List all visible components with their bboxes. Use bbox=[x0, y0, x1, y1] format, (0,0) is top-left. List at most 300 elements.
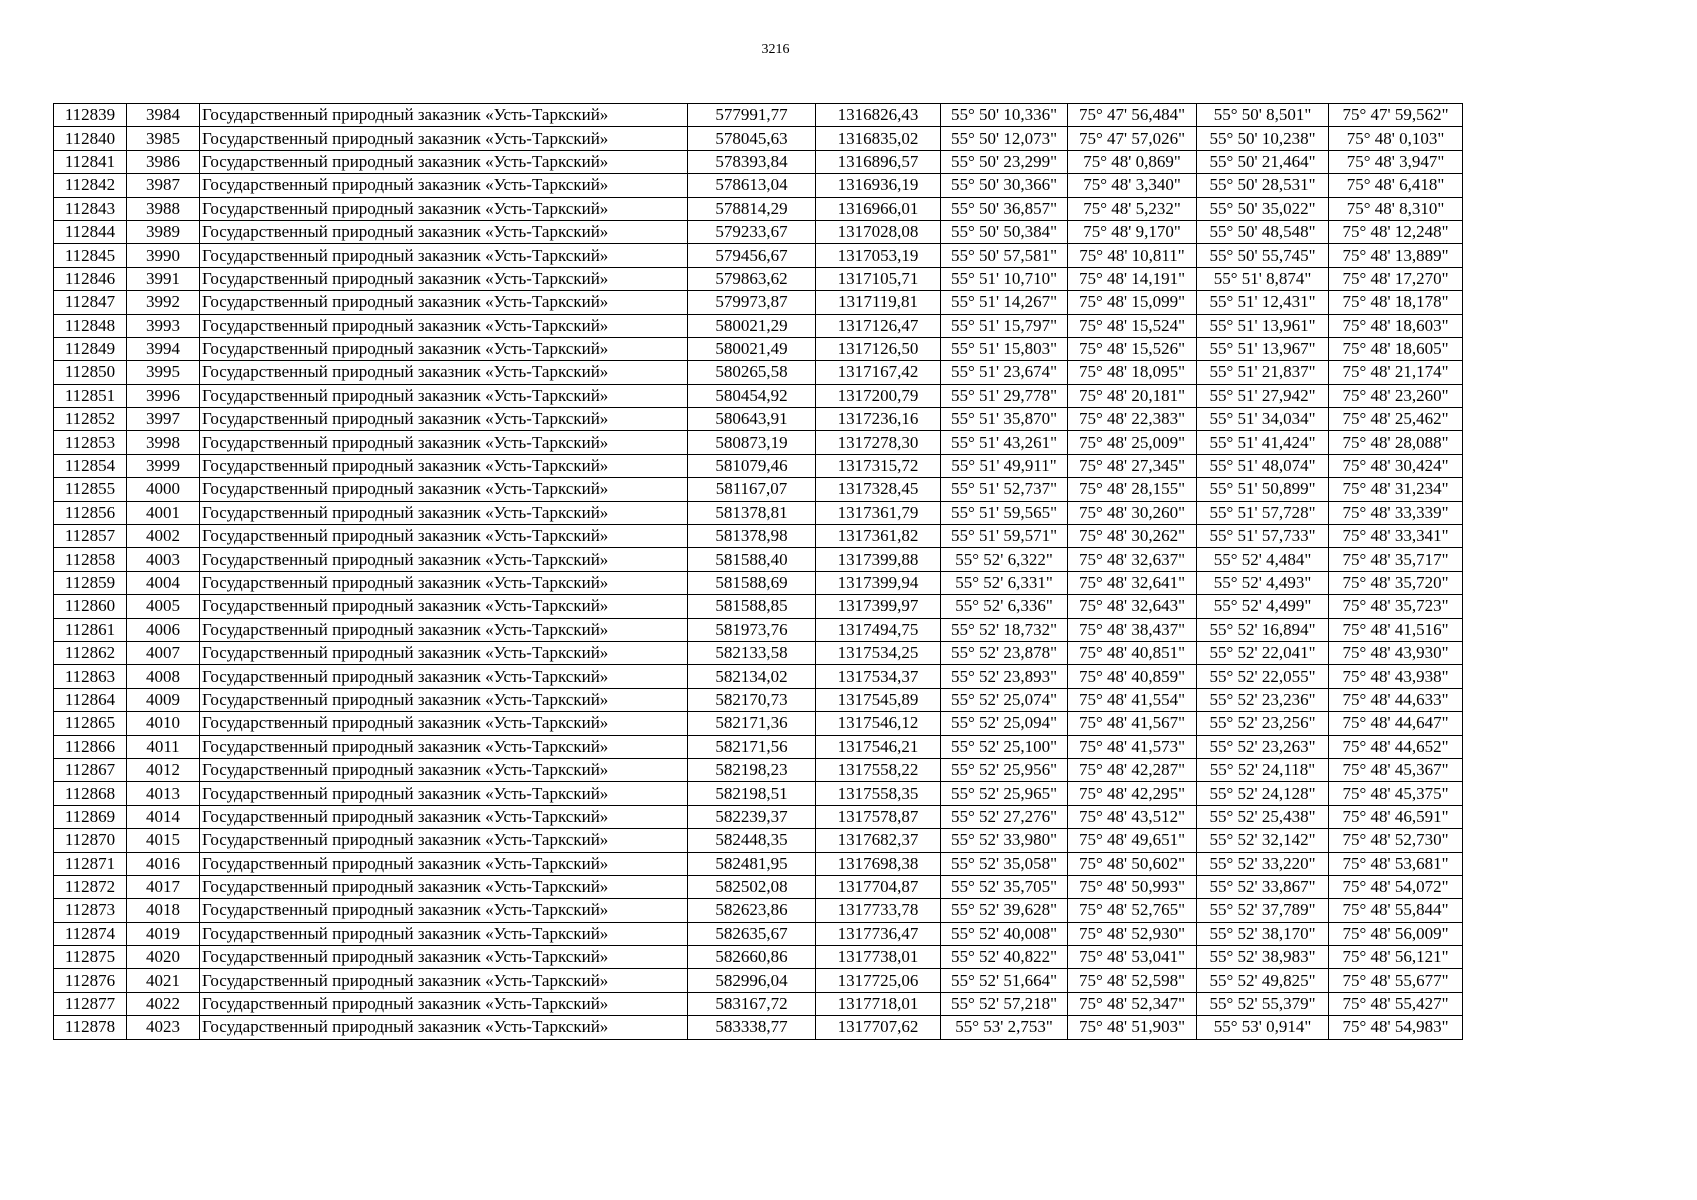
table-row bbox=[54, 431, 1463, 454]
longitude-cell: 75° 48' 50,602" bbox=[1068, 852, 1197, 875]
x-coordinate-cell: 579233,67 bbox=[688, 220, 816, 243]
point-number-cell: 4018 bbox=[127, 899, 200, 922]
latitude-cell: 55° 50' 57,581" bbox=[941, 244, 1068, 267]
table-row bbox=[54, 454, 1463, 477]
table-row bbox=[54, 150, 1463, 173]
latitude-cell: 55° 51' 10,710" bbox=[941, 267, 1068, 290]
point-number-cell: 4013 bbox=[127, 782, 200, 805]
point-number-cell: 4005 bbox=[127, 595, 200, 618]
object-name-cell: Государственный природный заказник «Усть-Таркский» bbox=[200, 618, 688, 641]
y-coordinate-cell: 1317707,62 bbox=[816, 1016, 941, 1039]
longitude-alt-cell: 75° 47' 59,562" bbox=[1329, 104, 1463, 127]
table-row bbox=[54, 548, 1463, 571]
row-id-cell: 112846 bbox=[54, 267, 127, 290]
table-row bbox=[54, 805, 1463, 828]
table-row bbox=[54, 337, 1463, 360]
object-name-cell: Государственный природный заказник «Усть-Таркский» bbox=[200, 501, 688, 524]
row-id-cell: 112849 bbox=[54, 337, 127, 360]
table-row bbox=[54, 478, 1463, 501]
row-id-cell: 112866 bbox=[54, 735, 127, 758]
x-coordinate-cell: 578045,63 bbox=[688, 127, 816, 150]
table-row bbox=[54, 571, 1463, 594]
coordinates-table bbox=[53, 103, 1463, 1040]
x-coordinate-cell: 579863,62 bbox=[688, 267, 816, 290]
longitude-cell: 75° 48' 40,859" bbox=[1068, 665, 1197, 688]
latitude-cell: 55° 50' 36,857" bbox=[941, 197, 1068, 220]
longitude-alt-cell: 75° 48' 23,260" bbox=[1329, 384, 1463, 407]
longitude-cell: 75° 48' 53,041" bbox=[1068, 946, 1197, 969]
object-name-cell: Государственный природный заказник «Усть-Таркский» bbox=[200, 969, 688, 992]
x-coordinate-cell: 578814,29 bbox=[688, 197, 816, 220]
longitude-alt-cell: 75° 48' 55,427" bbox=[1329, 992, 1463, 1015]
latitude-cell: 55° 52' 23,893" bbox=[941, 665, 1068, 688]
row-id-cell: 112839 bbox=[54, 104, 127, 127]
latitude-alt-cell: 55° 52' 38,983" bbox=[1197, 946, 1329, 969]
row-id-cell: 112864 bbox=[54, 688, 127, 711]
longitude-cell: 75° 48' 30,260" bbox=[1068, 501, 1197, 524]
point-number-cell: 4008 bbox=[127, 665, 200, 688]
table-row bbox=[54, 361, 1463, 384]
latitude-cell: 55° 53' 2,753" bbox=[941, 1016, 1068, 1039]
latitude-cell: 55° 51' 52,737" bbox=[941, 478, 1068, 501]
longitude-cell: 75° 48' 14,191" bbox=[1068, 267, 1197, 290]
x-coordinate-cell: 582635,67 bbox=[688, 922, 816, 945]
y-coordinate-cell: 1317738,01 bbox=[816, 946, 941, 969]
table-row bbox=[54, 104, 1463, 127]
point-number-cell: 4002 bbox=[127, 525, 200, 548]
y-coordinate-cell: 1317534,37 bbox=[816, 665, 941, 688]
table-row bbox=[54, 969, 1463, 992]
y-coordinate-cell: 1317119,81 bbox=[816, 291, 941, 314]
point-number-cell: 4006 bbox=[127, 618, 200, 641]
y-coordinate-cell: 1317236,16 bbox=[816, 408, 941, 431]
latitude-cell: 55° 52' 39,628" bbox=[941, 899, 1068, 922]
latitude-cell: 55° 52' 35,705" bbox=[941, 875, 1068, 898]
y-coordinate-cell: 1316826,43 bbox=[816, 104, 941, 127]
point-number-cell: 3985 bbox=[127, 127, 200, 150]
point-number-cell: 4000 bbox=[127, 478, 200, 501]
row-id-cell: 112842 bbox=[54, 174, 127, 197]
latitude-cell: 55° 51' 43,261" bbox=[941, 431, 1068, 454]
longitude-cell: 75° 48' 18,095" bbox=[1068, 361, 1197, 384]
latitude-alt-cell: 55° 51' 27,942" bbox=[1197, 384, 1329, 407]
longitude-cell: 75° 48' 42,295" bbox=[1068, 782, 1197, 805]
point-number-cell: 3997 bbox=[127, 408, 200, 431]
longitude-cell: 75° 48' 22,383" bbox=[1068, 408, 1197, 431]
x-coordinate-cell: 581973,76 bbox=[688, 618, 816, 641]
latitude-alt-cell: 55° 52' 23,263" bbox=[1197, 735, 1329, 758]
longitude-cell: 75° 48' 43,512" bbox=[1068, 805, 1197, 828]
row-id-cell: 112867 bbox=[54, 758, 127, 781]
longitude-alt-cell: 75° 48' 35,723" bbox=[1329, 595, 1463, 618]
y-coordinate-cell: 1316966,01 bbox=[816, 197, 941, 220]
latitude-alt-cell: 55° 51' 12,431" bbox=[1197, 291, 1329, 314]
y-coordinate-cell: 1317578,87 bbox=[816, 805, 941, 828]
latitude-alt-cell: 55° 52' 22,041" bbox=[1197, 641, 1329, 664]
row-id-cell: 112855 bbox=[54, 478, 127, 501]
longitude-cell: 75° 47' 57,026" bbox=[1068, 127, 1197, 150]
longitude-cell: 75° 48' 40,851" bbox=[1068, 641, 1197, 664]
y-coordinate-cell: 1316936,19 bbox=[816, 174, 941, 197]
y-coordinate-cell: 1317558,35 bbox=[816, 782, 941, 805]
latitude-alt-cell: 55° 51' 8,874" bbox=[1197, 267, 1329, 290]
row-id-cell: 112878 bbox=[54, 1016, 127, 1039]
latitude-cell: 55° 52' 57,218" bbox=[941, 992, 1068, 1015]
y-coordinate-cell: 1317105,71 bbox=[816, 267, 941, 290]
longitude-cell: 75° 48' 32,641" bbox=[1068, 571, 1197, 594]
point-number-cell: 3984 bbox=[127, 104, 200, 127]
object-name-cell: Государственный природный заказник «Усть-Таркский» bbox=[200, 408, 688, 431]
y-coordinate-cell: 1317126,50 bbox=[816, 337, 941, 360]
table-row bbox=[54, 712, 1463, 735]
y-coordinate-cell: 1317053,19 bbox=[816, 244, 941, 267]
table-body bbox=[54, 104, 1463, 1040]
point-number-cell: 4015 bbox=[127, 829, 200, 852]
latitude-cell: 55° 51' 15,797" bbox=[941, 314, 1068, 337]
latitude-alt-cell: 55° 51' 13,961" bbox=[1197, 314, 1329, 337]
longitude-cell: 75° 48' 49,651" bbox=[1068, 829, 1197, 852]
row-id-cell: 112874 bbox=[54, 922, 127, 945]
longitude-alt-cell: 75° 48' 56,009" bbox=[1329, 922, 1463, 945]
object-name-cell: Государственный природный заказник «Усть-Таркский» bbox=[200, 758, 688, 781]
x-coordinate-cell: 580643,91 bbox=[688, 408, 816, 431]
latitude-cell: 55° 52' 6,322" bbox=[941, 548, 1068, 571]
x-coordinate-cell: 582623,86 bbox=[688, 899, 816, 922]
table-row bbox=[54, 618, 1463, 641]
latitude-alt-cell: 55° 52' 4,499" bbox=[1197, 595, 1329, 618]
x-coordinate-cell: 579456,67 bbox=[688, 244, 816, 267]
object-name-cell: Государственный природный заказник «Усть-Таркский» bbox=[200, 665, 688, 688]
x-coordinate-cell: 582134,02 bbox=[688, 665, 816, 688]
object-name-cell: Государственный природный заказник «Усть-Таркский» bbox=[200, 454, 688, 477]
point-number-cell: 3995 bbox=[127, 361, 200, 384]
latitude-cell: 55° 51' 23,674" bbox=[941, 361, 1068, 384]
point-number-cell: 4007 bbox=[127, 641, 200, 664]
x-coordinate-cell: 580454,92 bbox=[688, 384, 816, 407]
point-number-cell: 3993 bbox=[127, 314, 200, 337]
point-number-cell: 3988 bbox=[127, 197, 200, 220]
longitude-alt-cell: 75° 48' 56,121" bbox=[1329, 946, 1463, 969]
longitude-cell: 75° 48' 50,993" bbox=[1068, 875, 1197, 898]
point-number-cell: 3991 bbox=[127, 267, 200, 290]
row-id-cell: 112872 bbox=[54, 875, 127, 898]
longitude-alt-cell: 75° 48' 13,889" bbox=[1329, 244, 1463, 267]
x-coordinate-cell: 582502,08 bbox=[688, 875, 816, 898]
point-number-cell: 3989 bbox=[127, 220, 200, 243]
longitude-alt-cell: 75° 48' 44,633" bbox=[1329, 688, 1463, 711]
point-number-cell: 4010 bbox=[127, 712, 200, 735]
x-coordinate-cell: 580021,49 bbox=[688, 337, 816, 360]
row-id-cell: 112863 bbox=[54, 665, 127, 688]
longitude-cell: 75° 48' 42,287" bbox=[1068, 758, 1197, 781]
object-name-cell: Государственный природный заказник «Усть-Таркский» bbox=[200, 174, 688, 197]
longitude-cell: 75° 48' 3,340" bbox=[1068, 174, 1197, 197]
x-coordinate-cell: 582171,36 bbox=[688, 712, 816, 735]
latitude-alt-cell: 55° 52' 23,236" bbox=[1197, 688, 1329, 711]
longitude-alt-cell: 75° 48' 21,174" bbox=[1329, 361, 1463, 384]
object-name-cell: Государственный природный заказник «Усть-Таркский» bbox=[200, 431, 688, 454]
object-name-cell: Государственный природный заказник «Усть-Таркский» bbox=[200, 735, 688, 758]
longitude-alt-cell: 75° 48' 35,717" bbox=[1329, 548, 1463, 571]
object-name-cell: Государственный природный заказник «Усть-Таркский» bbox=[200, 805, 688, 828]
table-row bbox=[54, 829, 1463, 852]
point-number-cell: 4017 bbox=[127, 875, 200, 898]
latitude-alt-cell: 55° 51' 48,074" bbox=[1197, 454, 1329, 477]
longitude-alt-cell: 75° 48' 35,720" bbox=[1329, 571, 1463, 594]
latitude-cell: 55° 51' 59,571" bbox=[941, 525, 1068, 548]
table-row bbox=[54, 408, 1463, 431]
y-coordinate-cell: 1317126,47 bbox=[816, 314, 941, 337]
latitude-alt-cell: 55° 51' 34,034" bbox=[1197, 408, 1329, 431]
page-number: 3216 bbox=[761, 42, 790, 57]
longitude-alt-cell: 75° 48' 18,605" bbox=[1329, 337, 1463, 360]
latitude-cell: 55° 52' 33,980" bbox=[941, 829, 1068, 852]
object-name-cell: Государственный природный заказник «Усть-Таркский» bbox=[200, 291, 688, 314]
latitude-cell: 55° 52' 25,094" bbox=[941, 712, 1068, 735]
latitude-alt-cell: 55° 50' 48,548" bbox=[1197, 220, 1329, 243]
table-row bbox=[54, 852, 1463, 875]
row-id-cell: 112870 bbox=[54, 829, 127, 852]
row-id-cell: 112845 bbox=[54, 244, 127, 267]
object-name-cell: Государственный природный заказник «Усть-Таркский» bbox=[200, 852, 688, 875]
x-coordinate-cell: 581588,69 bbox=[688, 571, 816, 594]
latitude-cell: 55° 50' 23,299" bbox=[941, 150, 1068, 173]
table-row bbox=[54, 992, 1463, 1015]
object-name-cell: Государственный природный заказник «Усть-Таркский» bbox=[200, 688, 688, 711]
longitude-alt-cell: 75° 48' 25,462" bbox=[1329, 408, 1463, 431]
table-row bbox=[54, 384, 1463, 407]
point-number-cell: 4011 bbox=[127, 735, 200, 758]
longitude-cell: 75° 48' 9,170" bbox=[1068, 220, 1197, 243]
longitude-cell: 75° 48' 28,155" bbox=[1068, 478, 1197, 501]
longitude-cell: 75° 48' 52,930" bbox=[1068, 922, 1197, 945]
latitude-alt-cell: 55° 52' 4,484" bbox=[1197, 548, 1329, 571]
longitude-cell: 75° 48' 0,869" bbox=[1068, 150, 1197, 173]
point-number-cell: 4020 bbox=[127, 946, 200, 969]
latitude-alt-cell: 55° 51' 13,967" bbox=[1197, 337, 1329, 360]
y-coordinate-cell: 1317278,30 bbox=[816, 431, 941, 454]
row-id-cell: 112868 bbox=[54, 782, 127, 805]
latitude-alt-cell: 55° 52' 16,894" bbox=[1197, 618, 1329, 641]
longitude-alt-cell: 75° 48' 0,103" bbox=[1329, 127, 1463, 150]
table-row bbox=[54, 946, 1463, 969]
longitude-alt-cell: 75° 48' 44,652" bbox=[1329, 735, 1463, 758]
object-name-cell: Государственный природный заказник «Усть-Таркский» bbox=[200, 1016, 688, 1039]
object-name-cell: Государственный природный заказник «Усть-Таркский» bbox=[200, 220, 688, 243]
longitude-alt-cell: 75° 48' 3,947" bbox=[1329, 150, 1463, 173]
longitude-cell: 75° 48' 20,181" bbox=[1068, 384, 1197, 407]
row-id-cell: 112865 bbox=[54, 712, 127, 735]
y-coordinate-cell: 1317545,89 bbox=[816, 688, 941, 711]
point-number-cell: 4004 bbox=[127, 571, 200, 594]
point-number-cell: 4014 bbox=[127, 805, 200, 828]
latitude-cell: 55° 52' 25,965" bbox=[941, 782, 1068, 805]
y-coordinate-cell: 1316835,02 bbox=[816, 127, 941, 150]
latitude-alt-cell: 55° 50' 8,501" bbox=[1197, 104, 1329, 127]
latitude-alt-cell: 55° 52' 33,220" bbox=[1197, 852, 1329, 875]
longitude-cell: 75° 48' 32,637" bbox=[1068, 548, 1197, 571]
object-name-cell: Государственный природный заказник «Усть-Таркский» bbox=[200, 875, 688, 898]
point-number-cell: 3992 bbox=[127, 291, 200, 314]
object-name-cell: Государственный природный заказник «Усть-Таркский» bbox=[200, 478, 688, 501]
longitude-cell: 75° 48' 10,811" bbox=[1068, 244, 1197, 267]
longitude-alt-cell: 75° 48' 55,844" bbox=[1329, 899, 1463, 922]
latitude-alt-cell: 55° 53' 0,914" bbox=[1197, 1016, 1329, 1039]
longitude-alt-cell: 75° 48' 17,270" bbox=[1329, 267, 1463, 290]
latitude-cell: 55° 52' 18,732" bbox=[941, 618, 1068, 641]
latitude-cell: 55° 51' 29,778" bbox=[941, 384, 1068, 407]
object-name-cell: Государственный природный заказник «Усть-Таркский» bbox=[200, 899, 688, 922]
latitude-alt-cell: 55° 50' 28,531" bbox=[1197, 174, 1329, 197]
longitude-alt-cell: 75° 48' 46,591" bbox=[1329, 805, 1463, 828]
object-name-cell: Государственный природный заказник «Усть-Таркский» bbox=[200, 548, 688, 571]
row-id-cell: 112850 bbox=[54, 361, 127, 384]
latitude-alt-cell: 55° 51' 57,733" bbox=[1197, 525, 1329, 548]
y-coordinate-cell: 1317494,75 bbox=[816, 618, 941, 641]
latitude-alt-cell: 55° 51' 57,728" bbox=[1197, 501, 1329, 524]
latitude-cell: 55° 52' 25,100" bbox=[941, 735, 1068, 758]
x-coordinate-cell: 582198,23 bbox=[688, 758, 816, 781]
longitude-cell: 75° 48' 51,903" bbox=[1068, 1016, 1197, 1039]
point-number-cell: 3998 bbox=[127, 431, 200, 454]
y-coordinate-cell: 1317546,21 bbox=[816, 735, 941, 758]
point-number-cell: 4022 bbox=[127, 992, 200, 1015]
object-name-cell: Государственный природный заказник «Усть-Таркский» bbox=[200, 337, 688, 360]
latitude-cell: 55° 51' 49,911" bbox=[941, 454, 1068, 477]
y-coordinate-cell: 1317167,42 bbox=[816, 361, 941, 384]
latitude-alt-cell: 55° 51' 21,837" bbox=[1197, 361, 1329, 384]
table-row bbox=[54, 782, 1463, 805]
table-row bbox=[54, 922, 1463, 945]
x-coordinate-cell: 581167,07 bbox=[688, 478, 816, 501]
x-coordinate-cell: 580873,19 bbox=[688, 431, 816, 454]
row-id-cell: 112853 bbox=[54, 431, 127, 454]
latitude-alt-cell: 55° 52' 38,170" bbox=[1197, 922, 1329, 945]
x-coordinate-cell: 582996,04 bbox=[688, 969, 816, 992]
row-id-cell: 112862 bbox=[54, 641, 127, 664]
x-coordinate-cell: 582448,35 bbox=[688, 829, 816, 852]
row-id-cell: 112848 bbox=[54, 314, 127, 337]
x-coordinate-cell: 580021,29 bbox=[688, 314, 816, 337]
row-id-cell: 112847 bbox=[54, 291, 127, 314]
row-id-cell: 112876 bbox=[54, 969, 127, 992]
longitude-cell: 75° 48' 15,524" bbox=[1068, 314, 1197, 337]
row-id-cell: 112860 bbox=[54, 595, 127, 618]
x-coordinate-cell: 581079,46 bbox=[688, 454, 816, 477]
point-number-cell: 4009 bbox=[127, 688, 200, 711]
latitude-cell: 55° 52' 25,074" bbox=[941, 688, 1068, 711]
x-coordinate-cell: 582239,37 bbox=[688, 805, 816, 828]
longitude-cell: 75° 48' 15,526" bbox=[1068, 337, 1197, 360]
object-name-cell: Государственный природный заказник «Усть-Таркский» bbox=[200, 829, 688, 852]
row-id-cell: 112861 bbox=[54, 618, 127, 641]
longitude-cell: 75° 48' 41,567" bbox=[1068, 712, 1197, 735]
table-row bbox=[54, 595, 1463, 618]
row-id-cell: 112843 bbox=[54, 197, 127, 220]
longitude-alt-cell: 75° 48' 44,647" bbox=[1329, 712, 1463, 735]
x-coordinate-cell: 580265,58 bbox=[688, 361, 816, 384]
latitude-cell: 55° 51' 59,565" bbox=[941, 501, 1068, 524]
object-name-cell: Государственный природный заказник «Усть-Таркский» bbox=[200, 641, 688, 664]
row-id-cell: 112877 bbox=[54, 992, 127, 1015]
object-name-cell: Государственный природный заказник «Усть-Таркский» bbox=[200, 150, 688, 173]
row-id-cell: 112869 bbox=[54, 805, 127, 828]
latitude-cell: 55° 50' 50,384" bbox=[941, 220, 1068, 243]
x-coordinate-cell: 583338,77 bbox=[688, 1016, 816, 1039]
y-coordinate-cell: 1317399,94 bbox=[816, 571, 941, 594]
latitude-alt-cell: 55° 52' 24,118" bbox=[1197, 758, 1329, 781]
row-id-cell: 112859 bbox=[54, 571, 127, 594]
latitude-alt-cell: 55° 52' 32,142" bbox=[1197, 829, 1329, 852]
longitude-alt-cell: 75° 48' 43,938" bbox=[1329, 665, 1463, 688]
x-coordinate-cell: 582133,58 bbox=[688, 641, 816, 664]
row-id-cell: 112856 bbox=[54, 501, 127, 524]
longitude-alt-cell: 75° 48' 55,677" bbox=[1329, 969, 1463, 992]
table-row bbox=[54, 735, 1463, 758]
y-coordinate-cell: 1317718,01 bbox=[816, 992, 941, 1015]
x-coordinate-cell: 577991,77 bbox=[688, 104, 816, 127]
longitude-alt-cell: 75° 48' 30,424" bbox=[1329, 454, 1463, 477]
table-row bbox=[54, 875, 1463, 898]
longitude-cell: 75° 48' 15,099" bbox=[1068, 291, 1197, 314]
latitude-cell: 55° 52' 6,336" bbox=[941, 595, 1068, 618]
latitude-alt-cell: 55° 50' 21,464" bbox=[1197, 150, 1329, 173]
row-id-cell: 112840 bbox=[54, 127, 127, 150]
latitude-alt-cell: 55° 50' 55,745" bbox=[1197, 244, 1329, 267]
x-coordinate-cell: 582170,73 bbox=[688, 688, 816, 711]
y-coordinate-cell: 1317733,78 bbox=[816, 899, 941, 922]
longitude-cell: 75° 48' 52,598" bbox=[1068, 969, 1197, 992]
row-id-cell: 112857 bbox=[54, 525, 127, 548]
object-name-cell: Государственный природный заказник «Усть-Таркский» bbox=[200, 127, 688, 150]
longitude-alt-cell: 75° 48' 33,341" bbox=[1329, 525, 1463, 548]
point-number-cell: 4016 bbox=[127, 852, 200, 875]
longitude-alt-cell: 75° 48' 41,516" bbox=[1329, 618, 1463, 641]
latitude-alt-cell: 55° 52' 49,825" bbox=[1197, 969, 1329, 992]
row-id-cell: 112851 bbox=[54, 384, 127, 407]
table-row bbox=[54, 244, 1463, 267]
object-name-cell: Государственный природный заказник «Усть-Таркский» bbox=[200, 595, 688, 618]
longitude-alt-cell: 75° 48' 33,339" bbox=[1329, 501, 1463, 524]
latitude-cell: 55° 52' 51,664" bbox=[941, 969, 1068, 992]
point-number-cell: 4019 bbox=[127, 922, 200, 945]
latitude-alt-cell: 55° 50' 10,238" bbox=[1197, 127, 1329, 150]
longitude-alt-cell: 75° 48' 53,681" bbox=[1329, 852, 1463, 875]
table-row bbox=[54, 197, 1463, 220]
object-name-cell: Государственный природный заказник «Усть-Таркский» bbox=[200, 384, 688, 407]
object-name-cell: Государственный природный заказник «Усть-Таркский» bbox=[200, 571, 688, 594]
point-number-cell: 3999 bbox=[127, 454, 200, 477]
object-name-cell: Государственный природный заказник «Усть-Таркский» bbox=[200, 314, 688, 337]
row-id-cell: 112873 bbox=[54, 899, 127, 922]
table-row bbox=[54, 314, 1463, 337]
table-row bbox=[54, 525, 1463, 548]
latitude-cell: 55° 50' 10,336" bbox=[941, 104, 1068, 127]
x-coordinate-cell: 581378,81 bbox=[688, 501, 816, 524]
point-number-cell: 4021 bbox=[127, 969, 200, 992]
latitude-cell: 55° 52' 25,956" bbox=[941, 758, 1068, 781]
longitude-cell: 75° 48' 52,765" bbox=[1068, 899, 1197, 922]
y-coordinate-cell: 1317682,37 bbox=[816, 829, 941, 852]
x-coordinate-cell: 579973,87 bbox=[688, 291, 816, 314]
table-row bbox=[54, 127, 1463, 150]
longitude-cell: 75° 48' 41,573" bbox=[1068, 735, 1197, 758]
point-number-cell: 3994 bbox=[127, 337, 200, 360]
y-coordinate-cell: 1317558,22 bbox=[816, 758, 941, 781]
latitude-cell: 55° 52' 23,878" bbox=[941, 641, 1068, 664]
table-row bbox=[54, 899, 1463, 922]
longitude-cell: 75° 48' 27,345" bbox=[1068, 454, 1197, 477]
